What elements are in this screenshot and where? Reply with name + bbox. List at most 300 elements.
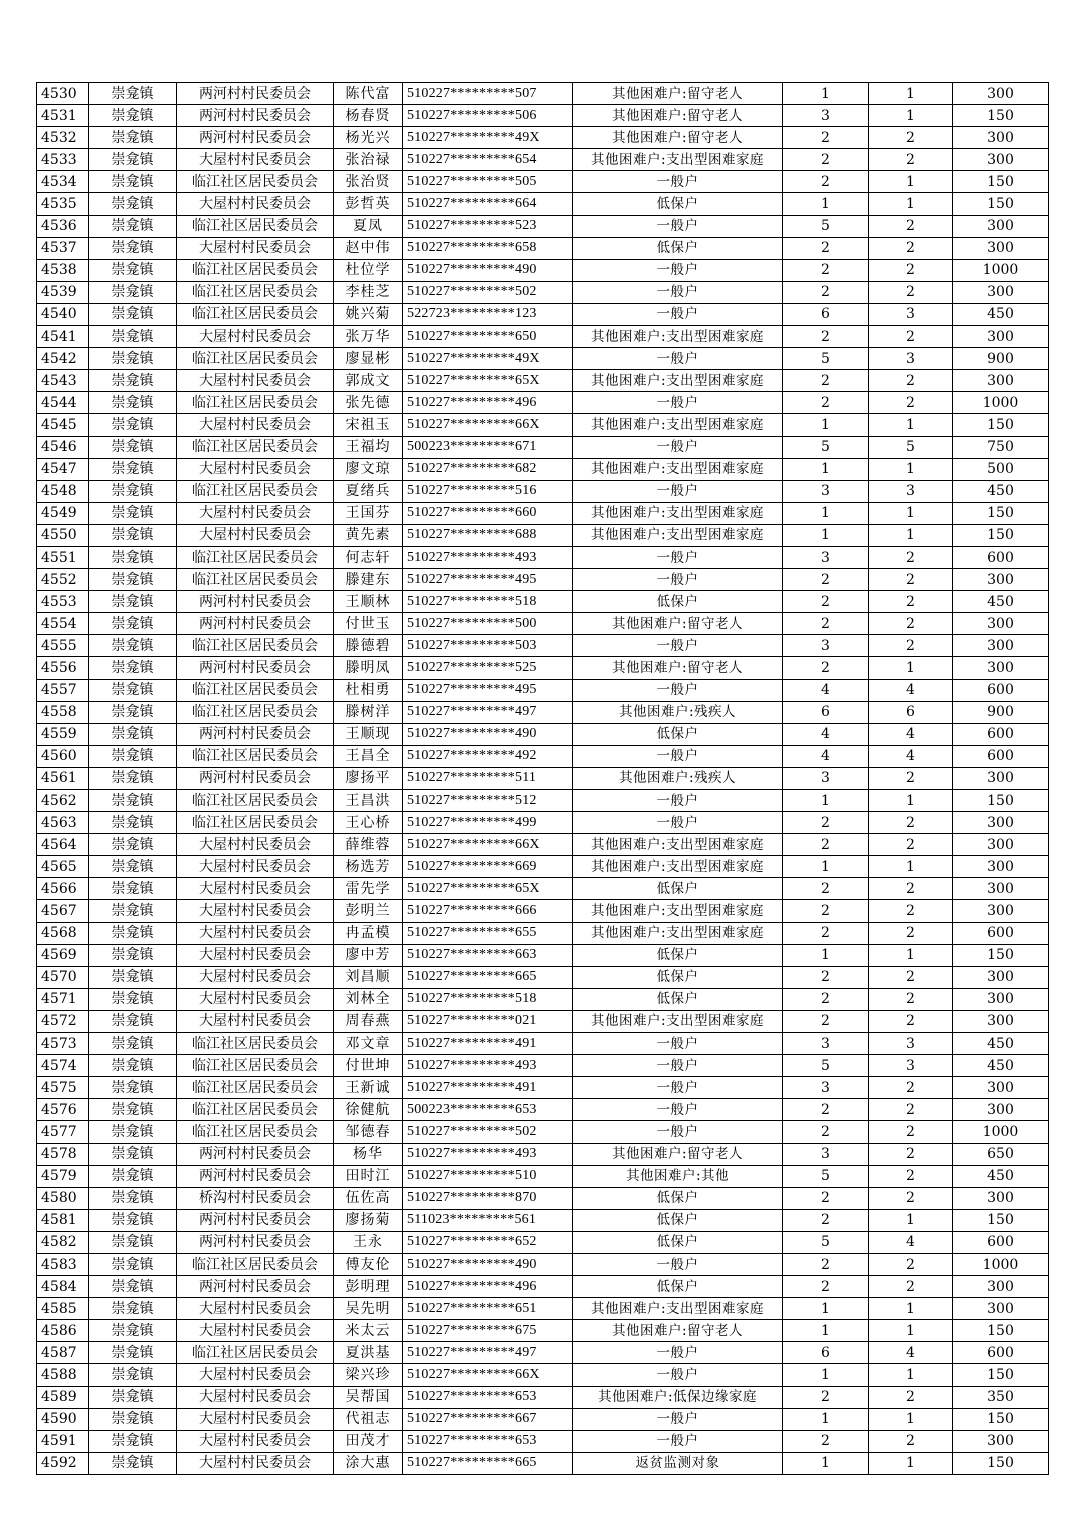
amount-cell: 300 xyxy=(953,1430,1049,1452)
town-cell: 崇龛镇 xyxy=(89,1276,177,1298)
name-cell: 吴先明 xyxy=(334,1298,403,1320)
amount-cell: 300 xyxy=(953,83,1049,105)
household-size-cell: 2 xyxy=(783,878,869,900)
table-row xyxy=(37,414,1049,436)
committee-cell: 桥沟村村民委员会 xyxy=(177,1187,334,1209)
name-cell: 涂大惠 xyxy=(334,1452,403,1474)
household-type-cell: 一般户 xyxy=(573,745,783,767)
amount-cell: 150 xyxy=(953,790,1049,812)
household-type-cell: 一般户 xyxy=(573,1077,783,1099)
amount-cell: 300 xyxy=(953,281,1049,303)
household-size-cell: 3 xyxy=(783,635,869,657)
aided-persons-cell: 2 xyxy=(869,546,953,568)
committee-cell: 大屋村村民委员会 xyxy=(177,193,334,215)
town-cell: 崇龛镇 xyxy=(89,900,177,922)
table-row xyxy=(37,193,1049,215)
aided-persons-cell: 2 xyxy=(869,127,953,149)
household-type-cell: 一般户 xyxy=(573,171,783,193)
serial-number-cell: 4579 xyxy=(37,1165,89,1187)
household-size-cell: 2 xyxy=(783,326,869,348)
serial-number-cell: 4549 xyxy=(37,502,89,524)
town-cell: 崇龛镇 xyxy=(89,1231,177,1253)
table-row xyxy=(37,812,1049,834)
name-cell: 张先德 xyxy=(334,392,403,414)
town-cell: 崇龛镇 xyxy=(89,1253,177,1275)
committee-cell: 大屋村村民委员会 xyxy=(177,326,334,348)
amount-cell: 300 xyxy=(953,326,1049,348)
household-size-cell: 3 xyxy=(783,1077,869,1099)
amount-cell: 300 xyxy=(953,878,1049,900)
household-size-cell: 2 xyxy=(783,1253,869,1275)
table-row xyxy=(37,900,1049,922)
committee-cell: 两河村村民委员会 xyxy=(177,1276,334,1298)
table-row xyxy=(37,1342,1049,1364)
name-cell: 廖扬平 xyxy=(334,767,403,789)
household-type-cell: 其他困难户:支出型困难家庭 xyxy=(573,922,783,944)
aided-persons-cell: 3 xyxy=(869,303,953,325)
household-type-cell: 一般户 xyxy=(573,1364,783,1386)
town-cell: 崇龛镇 xyxy=(89,1165,177,1187)
aided-persons-cell: 2 xyxy=(869,281,953,303)
committee-cell: 大屋村村民委员会 xyxy=(177,414,334,436)
amount-cell: 300 xyxy=(953,1187,1049,1209)
name-cell: 赵中伟 xyxy=(334,237,403,259)
committee-cell: 临江社区居民委员会 xyxy=(177,701,334,723)
id-number-cell: 510227*********493 xyxy=(403,1143,573,1165)
household-size-cell: 2 xyxy=(783,1276,869,1298)
name-cell: 王顺林 xyxy=(334,591,403,613)
table-row xyxy=(37,856,1049,878)
id-number-cell: 510227*********021 xyxy=(403,1010,573,1032)
serial-number-cell: 4562 xyxy=(37,790,89,812)
household-type-cell: 低保户 xyxy=(573,944,783,966)
town-cell: 崇龛镇 xyxy=(89,524,177,546)
committee-cell: 临江社区居民委员会 xyxy=(177,303,334,325)
serial-number-cell: 4574 xyxy=(37,1055,89,1077)
serial-number-cell: 4555 xyxy=(37,635,89,657)
town-cell: 崇龛镇 xyxy=(89,237,177,259)
table-body xyxy=(37,83,1049,1475)
name-cell: 黄先素 xyxy=(334,524,403,546)
name-cell: 彭哲英 xyxy=(334,193,403,215)
household-size-cell: 4 xyxy=(783,723,869,745)
id-number-cell: 510227*********510 xyxy=(403,1165,573,1187)
serial-number-cell: 4540 xyxy=(37,303,89,325)
household-type-cell: 其他困难户:支出型困难家庭 xyxy=(573,900,783,922)
household-type-cell: 其他困难户:留守老人 xyxy=(573,127,783,149)
table-row xyxy=(37,922,1049,944)
table-row xyxy=(37,1231,1049,1253)
household-size-cell: 2 xyxy=(783,171,869,193)
amount-cell: 600 xyxy=(953,723,1049,745)
name-cell: 廖扬菊 xyxy=(334,1209,403,1231)
town-cell: 崇龛镇 xyxy=(89,370,177,392)
household-type-cell: 一般户 xyxy=(573,1033,783,1055)
household-size-cell: 1 xyxy=(783,856,869,878)
table-row xyxy=(37,259,1049,281)
aided-persons-cell: 2 xyxy=(869,1253,953,1275)
household-type-cell: 一般户 xyxy=(573,1055,783,1077)
committee-cell: 临江社区居民委员会 xyxy=(177,635,334,657)
amount-cell: 650 xyxy=(953,1143,1049,1165)
aided-persons-cell: 2 xyxy=(869,1430,953,1452)
id-number-cell: 510227*********497 xyxy=(403,701,573,723)
household-size-cell: 2 xyxy=(783,900,869,922)
amount-cell: 300 xyxy=(953,370,1049,392)
household-type-cell: 其他困难户:残疾人 xyxy=(573,701,783,723)
aided-persons-cell: 2 xyxy=(869,1386,953,1408)
household-size-cell: 2 xyxy=(783,657,869,679)
table-row xyxy=(37,1209,1049,1231)
household-size-cell: 3 xyxy=(783,546,869,568)
id-number-cell: 510227*********66X xyxy=(403,834,573,856)
aided-persons-cell: 2 xyxy=(869,569,953,591)
household-type-cell: 其他困难户:低保边缘家庭 xyxy=(573,1386,783,1408)
committee-cell: 两河村村民委员会 xyxy=(177,1209,334,1231)
id-number-cell: 510227*********490 xyxy=(403,1253,573,1275)
serial-number-cell: 4530 xyxy=(37,83,89,105)
committee-cell: 临江社区居民委员会 xyxy=(177,281,334,303)
name-cell: 张治禄 xyxy=(334,149,403,171)
table-row xyxy=(37,1165,1049,1187)
serial-number-cell: 4582 xyxy=(37,1231,89,1253)
household-size-cell: 2 xyxy=(783,988,869,1010)
name-cell: 李桂芝 xyxy=(334,281,403,303)
table-row xyxy=(37,790,1049,812)
name-cell: 傅友伦 xyxy=(334,1253,403,1275)
table-row xyxy=(37,944,1049,966)
town-cell: 崇龛镇 xyxy=(89,502,177,524)
household-size-cell: 2 xyxy=(783,966,869,988)
household-size-cell: 5 xyxy=(783,1055,869,1077)
id-number-cell: 510227*********688 xyxy=(403,524,573,546)
name-cell: 刘林全 xyxy=(334,988,403,1010)
amount-cell: 600 xyxy=(953,679,1049,701)
name-cell: 雷先学 xyxy=(334,878,403,900)
amount-cell: 150 xyxy=(953,944,1049,966)
aided-persons-cell: 1 xyxy=(869,502,953,524)
aided-persons-cell: 1 xyxy=(869,790,953,812)
household-type-cell: 低保户 xyxy=(573,723,783,745)
amount-cell: 300 xyxy=(953,613,1049,635)
household-type-cell: 一般户 xyxy=(573,1121,783,1143)
id-number-cell: 510227*********495 xyxy=(403,569,573,591)
town-cell: 崇龛镇 xyxy=(89,1452,177,1474)
id-number-cell: 510227*********870 xyxy=(403,1187,573,1209)
committee-cell: 大屋村村民委员会 xyxy=(177,944,334,966)
household-type-cell: 其他困难户:支出型困难家庭 xyxy=(573,326,783,348)
amount-cell: 300 xyxy=(953,127,1049,149)
household-type-cell: 低保户 xyxy=(573,1276,783,1298)
amount-cell: 450 xyxy=(953,480,1049,502)
aided-persons-cell: 1 xyxy=(869,1408,953,1430)
committee-cell: 大屋村村民委员会 xyxy=(177,834,334,856)
id-number-cell: 510227*********66X xyxy=(403,1364,573,1386)
town-cell: 崇龛镇 xyxy=(89,436,177,458)
amount-cell: 450 xyxy=(953,1033,1049,1055)
amount-cell: 150 xyxy=(953,1320,1049,1342)
id-number-cell: 510227*********518 xyxy=(403,988,573,1010)
household-size-cell: 3 xyxy=(783,767,869,789)
id-number-cell: 510227*********502 xyxy=(403,1121,573,1143)
household-size-cell: 2 xyxy=(783,149,869,171)
serial-number-cell: 4552 xyxy=(37,569,89,591)
committee-cell: 临江社区居民委员会 xyxy=(177,1099,334,1121)
id-number-cell: 510227*********507 xyxy=(403,83,573,105)
town-cell: 崇龛镇 xyxy=(89,1408,177,1430)
id-number-cell: 510227*********654 xyxy=(403,149,573,171)
town-cell: 崇龛镇 xyxy=(89,1386,177,1408)
serial-number-cell: 4581 xyxy=(37,1209,89,1231)
town-cell: 崇龛镇 xyxy=(89,679,177,701)
committee-cell: 临江社区居民委员会 xyxy=(177,1253,334,1275)
committee-cell: 两河村村民委员会 xyxy=(177,591,334,613)
name-cell: 周春燕 xyxy=(334,1010,403,1032)
household-type-cell: 一般户 xyxy=(573,790,783,812)
town-cell: 崇龛镇 xyxy=(89,834,177,856)
id-number-cell: 510227*********651 xyxy=(403,1298,573,1320)
id-number-cell: 511023*********561 xyxy=(403,1209,573,1231)
town-cell: 崇龛镇 xyxy=(89,701,177,723)
town-cell: 崇龛镇 xyxy=(89,1209,177,1231)
household-type-cell: 其他困难户:留守老人 xyxy=(573,83,783,105)
id-number-cell: 510227*********667 xyxy=(403,1408,573,1430)
household-type-cell: 低保户 xyxy=(573,193,783,215)
aided-persons-cell: 2 xyxy=(869,215,953,237)
id-number-cell: 510227*********503 xyxy=(403,635,573,657)
serial-number-cell: 4539 xyxy=(37,281,89,303)
serial-number-cell: 4551 xyxy=(37,546,89,568)
aided-persons-cell: 2 xyxy=(869,1121,953,1143)
household-type-cell: 其他困难户:支出型困难家庭 xyxy=(573,458,783,480)
household-type-cell: 一般户 xyxy=(573,348,783,370)
household-size-cell: 5 xyxy=(783,436,869,458)
serial-number-cell: 4557 xyxy=(37,679,89,701)
id-number-cell: 510227*********505 xyxy=(403,171,573,193)
town-cell: 崇龛镇 xyxy=(89,171,177,193)
household-type-cell: 其他困难户:留守老人 xyxy=(573,1143,783,1165)
town-cell: 崇龛镇 xyxy=(89,790,177,812)
amount-cell: 300 xyxy=(953,149,1049,171)
id-number-cell: 510227*********525 xyxy=(403,657,573,679)
town-cell: 崇龛镇 xyxy=(89,1187,177,1209)
household-size-cell: 2 xyxy=(783,922,869,944)
committee-cell: 大屋村村民委员会 xyxy=(177,149,334,171)
serial-number-cell: 4589 xyxy=(37,1386,89,1408)
aided-persons-cell: 1 xyxy=(869,856,953,878)
serial-number-cell: 4556 xyxy=(37,657,89,679)
name-cell: 冉孟模 xyxy=(334,922,403,944)
household-type-cell: 一般户 xyxy=(573,546,783,568)
town-cell: 崇龛镇 xyxy=(89,878,177,900)
table-row xyxy=(37,657,1049,679)
serial-number-cell: 4584 xyxy=(37,1276,89,1298)
name-cell: 张治贤 xyxy=(334,171,403,193)
id-number-cell: 510227*********496 xyxy=(403,1276,573,1298)
household-size-cell: 4 xyxy=(783,679,869,701)
household-type-cell: 其他困难户:支出型困难家庭 xyxy=(573,149,783,171)
table-row xyxy=(37,502,1049,524)
amount-cell: 1000 xyxy=(953,1253,1049,1275)
committee-cell: 临江社区居民委员会 xyxy=(177,480,334,502)
serial-number-cell: 4563 xyxy=(37,812,89,834)
table-row xyxy=(37,546,1049,568)
town-cell: 崇龛镇 xyxy=(89,83,177,105)
name-cell: 王永 xyxy=(334,1231,403,1253)
household-type-cell: 一般户 xyxy=(573,679,783,701)
aided-persons-cell: 2 xyxy=(869,966,953,988)
aided-persons-cell: 2 xyxy=(869,1276,953,1298)
committee-cell: 临江社区居民委员会 xyxy=(177,1342,334,1364)
committee-cell: 临江社区居民委员会 xyxy=(177,1033,334,1055)
records-table xyxy=(36,82,1049,1475)
committee-cell: 临江社区居民委员会 xyxy=(177,1055,334,1077)
serial-number-cell: 4550 xyxy=(37,524,89,546)
aided-persons-cell: 1 xyxy=(869,524,953,546)
town-cell: 崇龛镇 xyxy=(89,1077,177,1099)
name-cell: 田时江 xyxy=(334,1165,403,1187)
committee-cell: 临江社区居民委员会 xyxy=(177,215,334,237)
town-cell: 崇龛镇 xyxy=(89,812,177,834)
name-cell: 梁兴珍 xyxy=(334,1364,403,1386)
committee-cell: 大屋村村民委员会 xyxy=(177,988,334,1010)
id-number-cell: 510227*********650 xyxy=(403,326,573,348)
table-row xyxy=(37,215,1049,237)
id-number-cell: 510227*********49X xyxy=(403,348,573,370)
id-number-cell: 510227*********491 xyxy=(403,1077,573,1099)
name-cell: 伍佐高 xyxy=(334,1187,403,1209)
id-number-cell: 510227*********666 xyxy=(403,900,573,922)
amount-cell: 300 xyxy=(953,1010,1049,1032)
aided-persons-cell: 2 xyxy=(869,326,953,348)
name-cell: 米太云 xyxy=(334,1320,403,1342)
name-cell: 邹德春 xyxy=(334,1121,403,1143)
household-type-cell: 低保户 xyxy=(573,966,783,988)
aided-persons-cell: 4 xyxy=(869,1231,953,1253)
serial-number-cell: 4572 xyxy=(37,1010,89,1032)
aided-persons-cell: 2 xyxy=(869,878,953,900)
serial-number-cell: 4532 xyxy=(37,127,89,149)
table-row xyxy=(37,1298,1049,1320)
table-row xyxy=(37,480,1049,502)
aided-persons-cell: 2 xyxy=(869,370,953,392)
amount-cell: 450 xyxy=(953,303,1049,325)
household-size-cell: 2 xyxy=(783,834,869,856)
amount-cell: 600 xyxy=(953,1231,1049,1253)
aided-persons-cell: 2 xyxy=(869,613,953,635)
amount-cell: 300 xyxy=(953,657,1049,679)
table-row xyxy=(37,1187,1049,1209)
household-type-cell: 低保户 xyxy=(573,878,783,900)
town-cell: 崇龛镇 xyxy=(89,767,177,789)
aided-persons-cell: 1 xyxy=(869,414,953,436)
household-type-cell: 一般户 xyxy=(573,392,783,414)
town-cell: 崇龛镇 xyxy=(89,105,177,127)
aided-persons-cell: 3 xyxy=(869,1033,953,1055)
aided-persons-cell: 1 xyxy=(869,105,953,127)
serial-number-cell: 4571 xyxy=(37,988,89,1010)
committee-cell: 临江社区居民委员会 xyxy=(177,259,334,281)
serial-number-cell: 4543 xyxy=(37,370,89,392)
committee-cell: 大屋村村民委员会 xyxy=(177,458,334,480)
household-type-cell: 一般户 xyxy=(573,1408,783,1430)
household-size-cell: 2 xyxy=(783,1121,869,1143)
table-row xyxy=(37,767,1049,789)
household-type-cell: 一般户 xyxy=(573,1099,783,1121)
town-cell: 崇龛镇 xyxy=(89,546,177,568)
household-type-cell: 其他困难户:支出型困难家庭 xyxy=(573,1298,783,1320)
household-size-cell: 1 xyxy=(783,1452,869,1474)
amount-cell: 150 xyxy=(953,1364,1049,1386)
id-number-cell: 510227*********65X xyxy=(403,370,573,392)
id-number-cell: 510227*********490 xyxy=(403,723,573,745)
household-type-cell: 返贫监测对象 xyxy=(573,1452,783,1474)
household-size-cell: 2 xyxy=(783,569,869,591)
household-type-cell: 一般户 xyxy=(573,1342,783,1364)
serial-number-cell: 4561 xyxy=(37,767,89,789)
table-row xyxy=(37,1143,1049,1165)
id-number-cell: 510227*********506 xyxy=(403,105,573,127)
household-type-cell: 低保户 xyxy=(573,591,783,613)
amount-cell: 300 xyxy=(953,1099,1049,1121)
committee-cell: 临江社区居民委员会 xyxy=(177,1121,334,1143)
serial-number-cell: 4575 xyxy=(37,1077,89,1099)
table-row xyxy=(37,105,1049,127)
amount-cell: 450 xyxy=(953,591,1049,613)
amount-cell: 1000 xyxy=(953,1121,1049,1143)
table-row xyxy=(37,127,1049,149)
id-number-cell: 510227*********682 xyxy=(403,458,573,480)
committee-cell: 大屋村村民委员会 xyxy=(177,878,334,900)
id-number-cell: 510227*********653 xyxy=(403,1386,573,1408)
id-number-cell: 510227*********665 xyxy=(403,966,573,988)
name-cell: 杨华 xyxy=(334,1143,403,1165)
household-size-cell: 2 xyxy=(783,237,869,259)
name-cell: 夏绪兵 xyxy=(334,480,403,502)
serial-number-cell: 4578 xyxy=(37,1143,89,1165)
town-cell: 崇龛镇 xyxy=(89,215,177,237)
town-cell: 崇龛镇 xyxy=(89,480,177,502)
household-size-cell: 2 xyxy=(783,1099,869,1121)
aided-persons-cell: 1 xyxy=(869,1364,953,1386)
household-type-cell: 其他困难户:支出型困难家庭 xyxy=(573,370,783,392)
table-row xyxy=(37,1033,1049,1055)
amount-cell: 150 xyxy=(953,193,1049,215)
town-cell: 崇龛镇 xyxy=(89,1055,177,1077)
name-cell: 陈代富 xyxy=(334,83,403,105)
id-number-cell: 510227*********665 xyxy=(403,1452,573,1474)
town-cell: 崇龛镇 xyxy=(89,259,177,281)
amount-cell: 300 xyxy=(953,215,1049,237)
committee-cell: 临江社区居民委员会 xyxy=(177,790,334,812)
household-size-cell: 1 xyxy=(783,790,869,812)
table-row xyxy=(37,834,1049,856)
serial-number-cell: 4566 xyxy=(37,878,89,900)
town-cell: 崇龛镇 xyxy=(89,723,177,745)
serial-number-cell: 4592 xyxy=(37,1452,89,1474)
aided-persons-cell: 3 xyxy=(869,480,953,502)
aided-persons-cell: 2 xyxy=(869,900,953,922)
table-row xyxy=(37,1121,1049,1143)
amount-cell: 350 xyxy=(953,1386,1049,1408)
household-size-cell: 2 xyxy=(783,1430,869,1452)
table-row xyxy=(37,1276,1049,1298)
aided-persons-cell: 2 xyxy=(869,392,953,414)
serial-number-cell: 4547 xyxy=(37,458,89,480)
household-size-cell: 2 xyxy=(783,1187,869,1209)
committee-cell: 临江社区居民委员会 xyxy=(177,348,334,370)
aided-persons-cell: 2 xyxy=(869,635,953,657)
